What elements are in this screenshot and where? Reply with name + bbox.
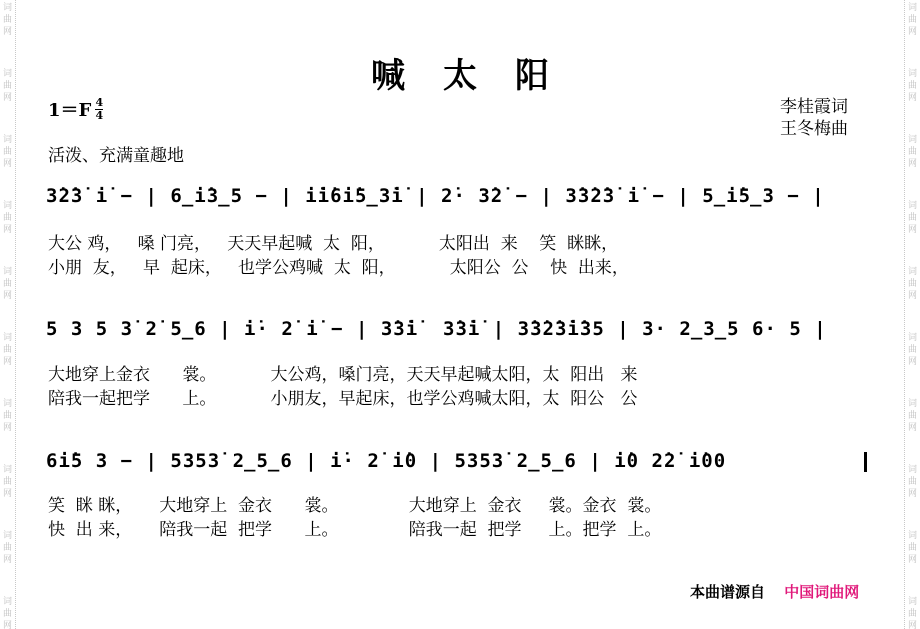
watermark-char: 网 <box>907 423 917 433</box>
watermark-char: 曲 <box>907 81 917 91</box>
watermark-char: 网 <box>2 621 12 629</box>
watermark-char: 网 <box>2 93 12 103</box>
tempo-marking: 活泼、充满童趣地 <box>48 146 184 166</box>
watermark-char: 曲 <box>907 345 917 355</box>
watermark-char: 网 <box>2 27 12 37</box>
notation-line-2: 5 3 5 3̇ 2̇ 5̲6 | i̇· 2̇ i̇ − | 3̇3̇i̇ 3̇3̇i̇ | 3̇3̇2̇3̇i̇35 | 3· 2̲3̲5 6· 5 | <box>46 318 827 340</box>
watermark-char: 曲 <box>907 213 917 223</box>
composer-credit: 王冬梅曲 <box>780 119 848 139</box>
watermark-char: 网 <box>2 423 12 433</box>
watermark-char: 曲 <box>2 279 12 289</box>
source-label: 本曲谱源自 <box>690 583 766 601</box>
final-barline <box>864 452 867 472</box>
song-title: 喊太阳 <box>371 56 587 96</box>
watermark-char: 曲 <box>2 543 12 553</box>
watermark-char: 词 <box>2 333 12 343</box>
key-signature <box>48 96 103 122</box>
watermark-char: 网 <box>907 93 917 103</box>
watermark-char: 词 <box>2 3 12 13</box>
watermark-char: 词 <box>907 531 917 541</box>
lyric-line-2-verse-2: 陪我一起把学 上。 小朋友，早起床，也学公鸡喊太阳，太 阳公 公 <box>48 389 638 409</box>
watermark-char: 曲 <box>907 279 917 289</box>
lyric-line-1-verse-1: 大公 鸡， 嗓 门亮， 天天早起喊 太 阳， 太阳出 来 笑 眯眯， <box>48 234 619 254</box>
watermark-char: 网 <box>907 159 917 169</box>
watermark-char: 网 <box>907 291 917 301</box>
time-signature <box>95 95 104 122</box>
watermark-char: 网 <box>907 225 917 235</box>
source-credit <box>690 581 859 602</box>
watermark-char: 网 <box>2 489 12 499</box>
lyric-line-2-verse-1: 大地穿上金衣 裳。 大公鸡，嗓门亮，天天早起喊太阳，太 阳出 来 <box>48 365 638 385</box>
watermark-char: 词 <box>2 399 12 409</box>
time-signature-top: 4 <box>95 95 104 109</box>
watermark-char: 词 <box>907 333 917 343</box>
notation-line-1: 3̇2̇3̇ i̇ − | 6̲i̇3̲5 − | i̇i̇6i̇5̲3̇i̇ | 2̇· 3̇2̇ − | 3̇3̇2̇3̇ i̇ − | 5̲i̇5̲3 − | <box>46 185 825 207</box>
watermark-char: 网 <box>907 27 917 37</box>
watermark-char: 词 <box>907 135 917 145</box>
watermark-char: 网 <box>907 489 917 499</box>
watermark-char: 词 <box>2 597 12 607</box>
watermark-char: 词 <box>907 3 917 13</box>
watermark-char: 词 <box>907 69 917 79</box>
lyric-line-1-verse-2: 小朋 友， 早 起床， 也学公鸡喊 太 阳， 太阳公 公 快 出来， <box>48 258 629 278</box>
watermark-char: 词 <box>907 399 917 409</box>
watermark-char: 词 <box>907 201 917 211</box>
watermark-char: 曲 <box>2 147 12 157</box>
watermark-char: 网 <box>907 555 917 565</box>
watermark-char: 曲 <box>907 15 917 25</box>
watermark-char: 词 <box>2 465 12 475</box>
notation-line-3: 6i̇5 3 − | 5353̇ 2̲5̲6 | i̇· 2̇ i̇0 | 5353̇ 2̲5̲6 | i̇0 2̇2̇ i̇00 <box>46 450 727 472</box>
watermark-char: 词 <box>2 531 12 541</box>
time-signature-bottom: 4 <box>95 108 104 122</box>
watermark-char: 曲 <box>2 411 12 421</box>
lyric-line-3-verse-2: 快 出 来， 陪我一起 把学 上。 陪我一起 把学 上。把学 上。 <box>48 520 662 540</box>
watermark-char: 词 <box>2 135 12 145</box>
watermark-char: 词 <box>2 267 12 277</box>
watermark-char: 曲 <box>2 15 12 25</box>
watermark-char: 曲 <box>2 477 12 487</box>
watermark-char: 网 <box>2 555 12 565</box>
watermark-char: 曲 <box>907 609 917 619</box>
source-brand-link[interactable]: 中国词曲网 <box>784 583 860 601</box>
watermark-char: 曲 <box>907 411 917 421</box>
watermark-char: 曲 <box>2 213 12 223</box>
watermark-char: 词 <box>2 201 12 211</box>
watermark-char: 曲 <box>907 147 917 157</box>
credits <box>780 96 848 140</box>
watermark-char: 词 <box>907 267 917 277</box>
watermark-char: 词 <box>2 69 12 79</box>
watermark-char: 网 <box>2 357 12 367</box>
watermark-char: 曲 <box>907 543 917 553</box>
key-label: 1＝F <box>48 100 92 121</box>
watermark-char: 网 <box>2 225 12 235</box>
watermark-char: 曲 <box>2 81 12 91</box>
watermark-char: 曲 <box>2 345 12 355</box>
watermark-char: 网 <box>2 159 12 169</box>
watermark-char: 网 <box>907 621 917 629</box>
lyric-line-3-verse-1: 笑 眯 眯， 大地穿上 金衣 裳。 大地穿上 金衣 裳。金衣 裳。 <box>48 496 662 516</box>
lyricist-credit: 李桂霞词 <box>780 97 848 117</box>
watermark-char: 词 <box>907 465 917 475</box>
watermark-char: 曲 <box>907 477 917 487</box>
watermark-char: 网 <box>2 291 12 301</box>
watermark-char: 网 <box>907 357 917 367</box>
watermark-char: 曲 <box>2 609 12 619</box>
watermark-char: 词 <box>907 597 917 607</box>
